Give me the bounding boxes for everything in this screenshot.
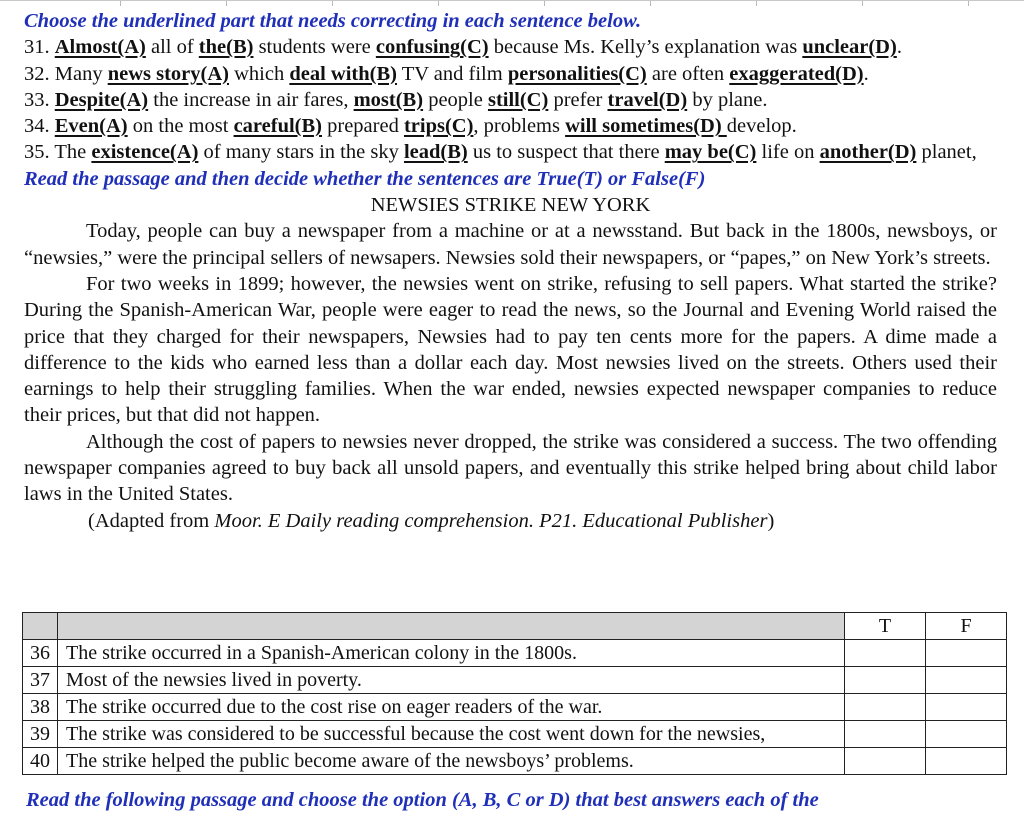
question-32: 32. Many news story(A) which deal with(B) TV and film personalities(C) are often exaggerated(D). <box>24 62 869 85</box>
true-answer-cell[interactable] <box>845 694 926 721</box>
false-answer-cell[interactable] <box>926 748 1007 775</box>
instruction-underline: Choose the underlined part that needs correcting in each sentence below. <box>24 10 642 32</box>
true-answer-cell[interactable] <box>845 748 926 775</box>
table-row <box>23 640 1007 667</box>
header-true: T <box>845 613 926 640</box>
question-33: 33. Despite(A) the increase in air fares, most(B) people still(C) prefer travel(D) by plane. <box>24 88 768 111</box>
option-c: still(C) <box>487 88 549 111</box>
option-a: Despite(A) <box>54 88 149 111</box>
instruction-multiple-choice-partial: Read the following passage and choose the option (A, B, C or D) that best answers each of the <box>26 789 819 811</box>
option-b: lead(B) <box>403 141 468 164</box>
option-d: travel(D) <box>607 88 688 111</box>
passage-paragraph-3: Although the cost of papers to newsies never dropped, the strike was considered a success. The two offending newspaper companies agreed to buy back all unsold papers, and eventually this strike helped bring about child labor laws in the United States. <box>24 430 997 506</box>
false-answer-cell[interactable] <box>926 721 1007 748</box>
true-answer-cell[interactable] <box>845 667 926 694</box>
table-row <box>23 694 1007 721</box>
option-d: will sometimes(D) <box>565 115 727 138</box>
passage-source: (Adapted from Moor. E Daily reading comprehension. P21. Educational Publisher) <box>88 509 775 532</box>
true-answer-cell[interactable] <box>845 721 926 748</box>
row-number: 38 <box>23 694 58 721</box>
row-statement: The strike helped the public become aware of the newsboys’ problems. <box>58 748 845 775</box>
option-d: exaggerated(D) <box>729 62 864 85</box>
header-false: F <box>926 613 1007 640</box>
option-c: confusing(C) <box>375 36 489 59</box>
table-row <box>23 721 1007 748</box>
row-statement: The strike occurred due to the cost rise on eager readers of the war. <box>58 694 845 721</box>
row-number: 37 <box>23 667 58 694</box>
row-number: 36 <box>23 640 58 667</box>
false-answer-cell[interactable] <box>926 640 1007 667</box>
option-a: existence(A) <box>91 141 199 164</box>
option-c: personalities(C) <box>507 62 647 85</box>
instruction-true-false: Read the passage and then decide whether the sentences are True(T) or False(F) <box>24 167 706 190</box>
option-d: another(D) <box>819 141 917 164</box>
option-c: trips(C) <box>403 115 474 138</box>
option-c: may be(C) <box>664 141 757 164</box>
row-number: 40 <box>23 748 58 775</box>
false-answer-cell[interactable] <box>926 694 1007 721</box>
false-answer-cell[interactable] <box>926 667 1007 694</box>
passage-title: NEWSIES STRIKE NEW YORK <box>370 194 651 217</box>
option-a: Almost(A) <box>54 36 146 59</box>
row-statement: The strike was considered to be successful because the cost went down for the newsies, <box>58 721 845 748</box>
option-b: careful(B) <box>233 115 322 138</box>
true-answer-cell[interactable] <box>845 640 926 667</box>
option-b: deal with(B) <box>289 62 397 85</box>
question-34: 34. Even(A) on the most careful(B) prepared trips(C), problems will sometimes(D) develop. <box>24 115 797 138</box>
option-d: unclear(D) <box>802 36 897 59</box>
passage-paragraph-1: Today, people can buy a newspaper from a machine or at a newsstand. But back in the 1800s, newsboys, or “newsies,” were the principal sellers of newsapers. Newsies sold their newspapers, or “papes,” on New York’s streets. <box>24 220 997 269</box>
table-row <box>23 667 1007 694</box>
option-a: Even(A) <box>54 115 128 138</box>
table-row <box>23 748 1007 775</box>
document-page <box>24 8 997 534</box>
row-statement: Most of the newsies lived in poverty. <box>58 667 845 694</box>
question-35: 35. The existence(A) of many stars in the sky lead(B) us to suspect that there may be(C) life on another(D) planet, <box>24 141 977 164</box>
row-statement: The strike occurred in a Spanish-American colony in the 1800s. <box>58 640 845 667</box>
row-number: 39 <box>23 721 58 748</box>
question-31: 31. Almost(A) all of the(B) students were confusing(C) because Ms. Kelly’s explanation was unclear(D). <box>24 36 902 59</box>
option-a: news story(A) <box>107 62 229 85</box>
option-b: most(B) <box>353 88 424 111</box>
true-false-table <box>22 612 1007 775</box>
table-header-row <box>23 613 1007 640</box>
passage-paragraph-2: For two weeks in 1899; however, the newsies went on strike, refusing to sell papers. What started the strike? During the Spanish-American War, people were eager to read the news, so the Journal and Evening World raised the price that they charged for their newspapers, Newsies had to pay ten cents more for the papers. A dime made a difference to the kids who earned less than a dollar each day. Most newsies lived on the streets. Others used their earnings to help their struggling families. When the war ended, newsies expected newspaper companies to reduce their prices, but that did not happen. <box>24 272 997 427</box>
option-b: the(B) <box>198 36 254 59</box>
